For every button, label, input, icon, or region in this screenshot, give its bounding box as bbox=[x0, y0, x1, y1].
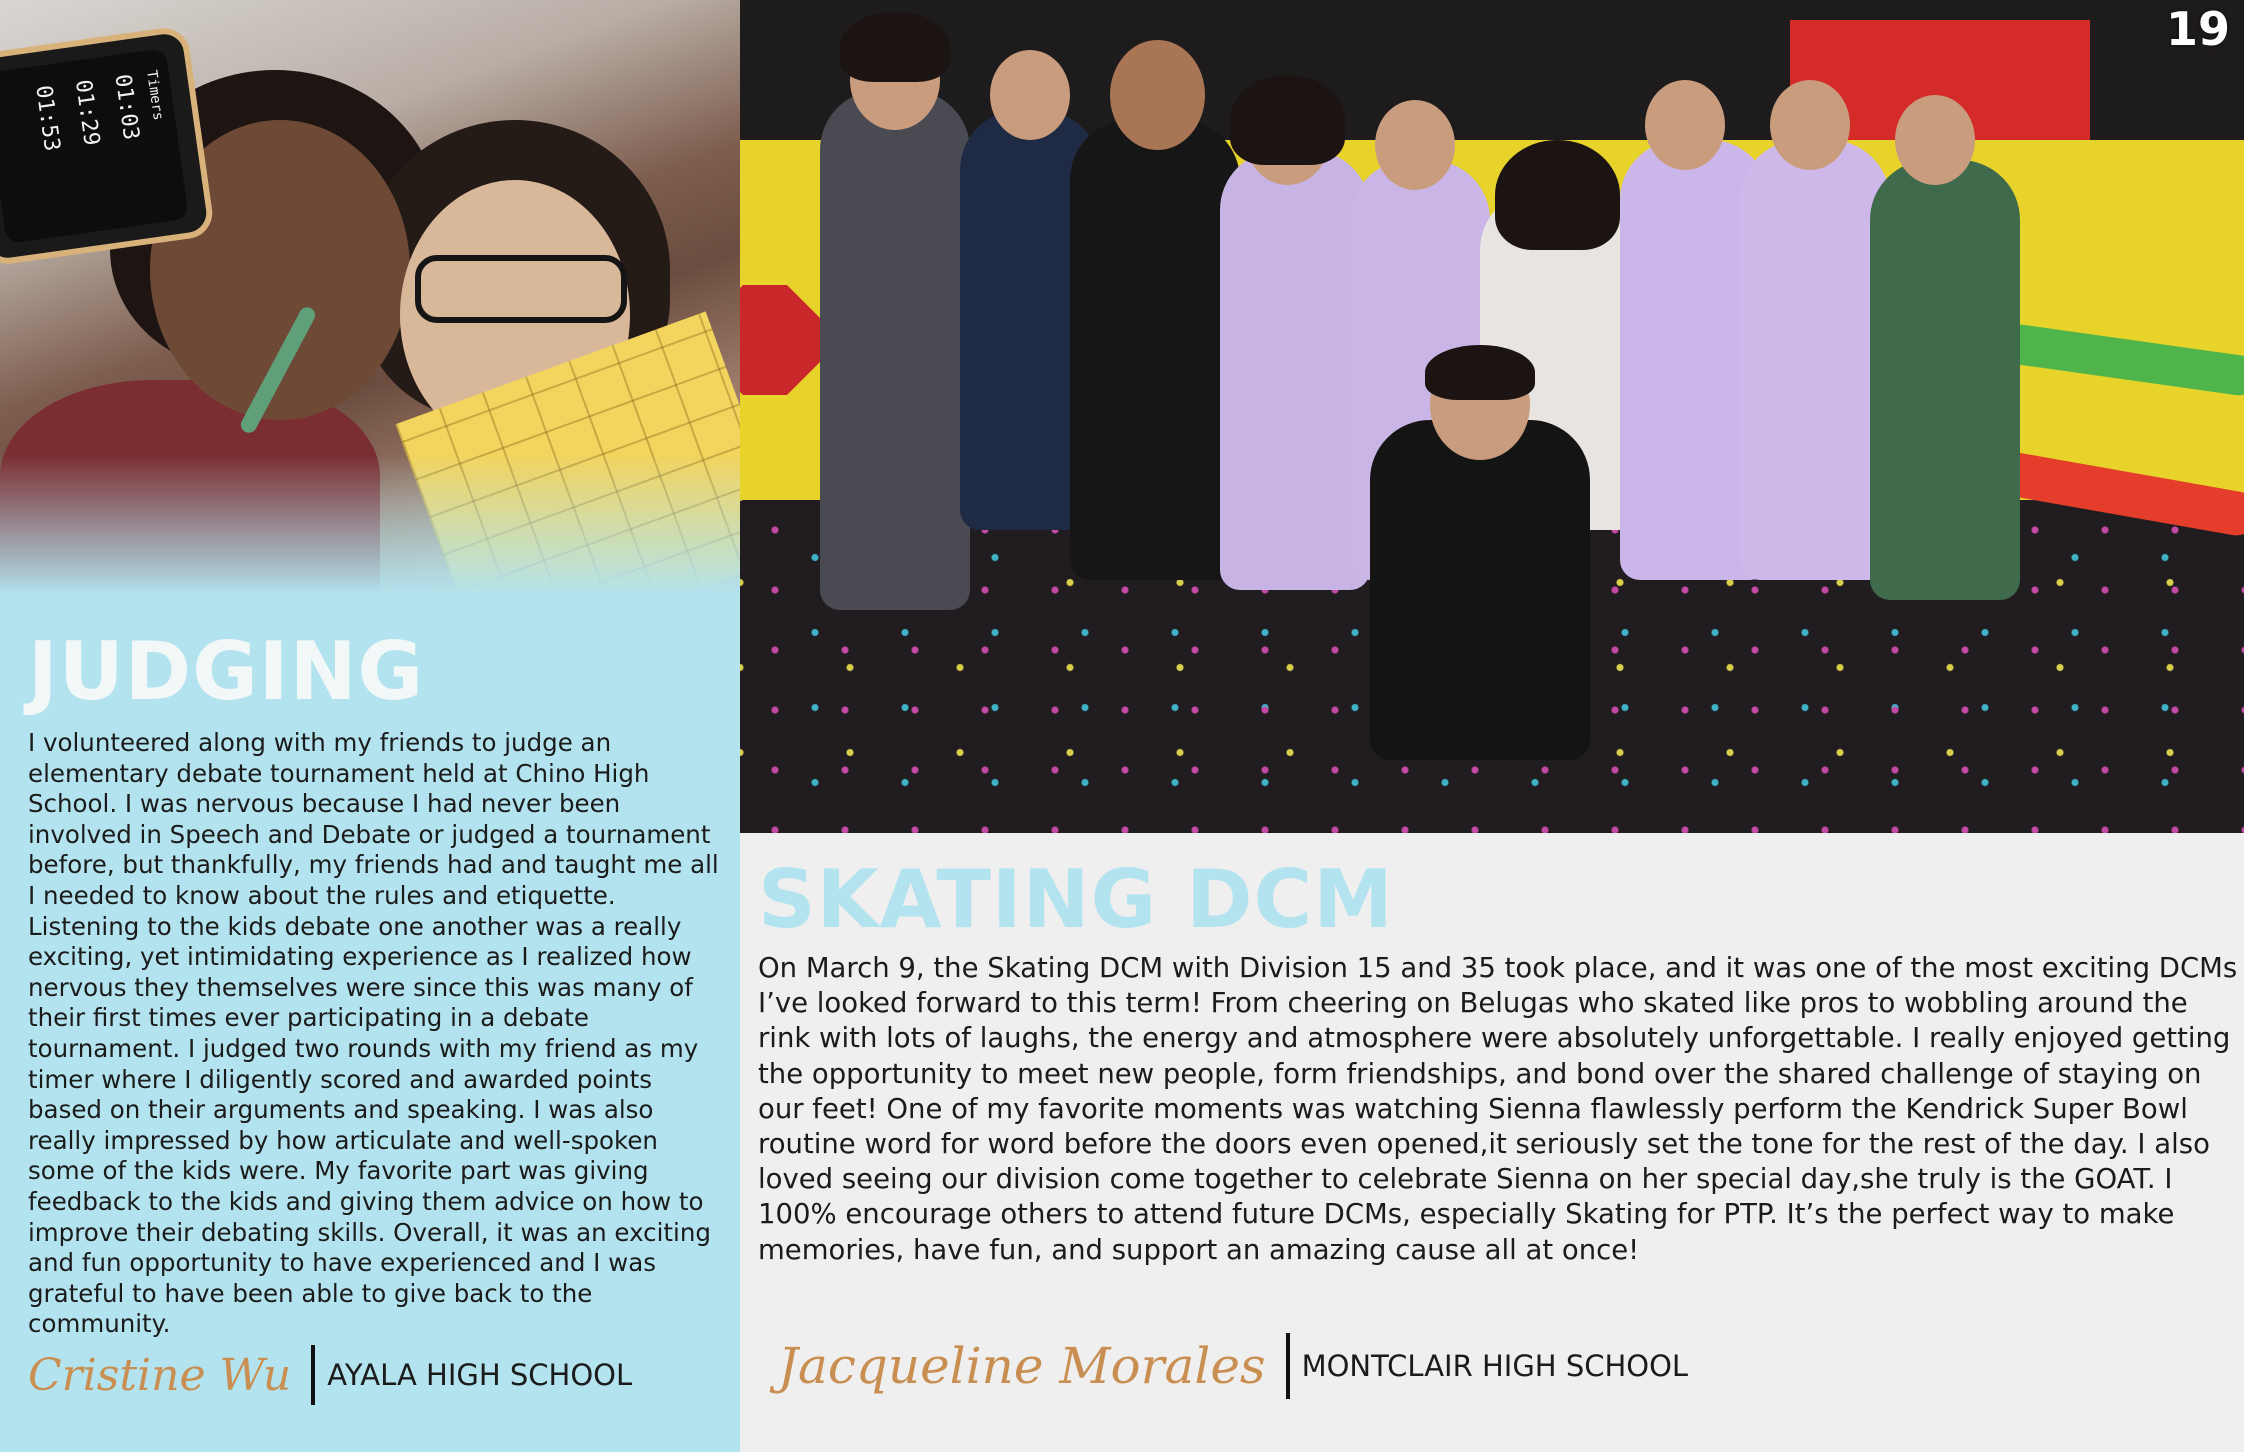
judging-selfie-photo bbox=[0, 0, 740, 595]
maroon-shirt bbox=[0, 380, 380, 595]
skating-group-photo bbox=[740, 0, 2244, 833]
author-school: MONTCLAIR HIGH SCHOOL bbox=[1301, 1349, 1689, 1383]
timer-value: 01:53 bbox=[30, 83, 65, 153]
phone-timer bbox=[0, 25, 216, 267]
phone-screen bbox=[0, 48, 189, 244]
skating-author-line bbox=[778, 1333, 1688, 1399]
group-member bbox=[1070, 120, 1240, 580]
group-member bbox=[820, 90, 970, 610]
kneeling-skater bbox=[1370, 420, 1590, 760]
group-member-head bbox=[1645, 80, 1725, 170]
group-member-head bbox=[1375, 100, 1455, 190]
author-signature: Jacqueline Morales bbox=[778, 1337, 1266, 1395]
vertical-divider bbox=[1286, 1333, 1290, 1399]
group-member-head bbox=[1110, 40, 1205, 150]
group-member-hair bbox=[1230, 75, 1345, 165]
author-school: AYALA HIGH SCHOOL bbox=[327, 1358, 633, 1392]
group-member-head bbox=[1895, 95, 1975, 185]
judging-column bbox=[0, 0, 740, 1452]
group-member bbox=[1870, 160, 2020, 600]
group-member-hair bbox=[1495, 140, 1620, 250]
vertical-divider bbox=[311, 1345, 315, 1405]
group-member bbox=[1220, 150, 1370, 590]
group-member-head bbox=[1770, 80, 1850, 170]
judging-title: JUDGING bbox=[28, 625, 425, 718]
page-number: 19 bbox=[2165, 2, 2230, 56]
timer-value: 01:29 bbox=[69, 78, 104, 148]
judging-author-line bbox=[28, 1345, 632, 1405]
group-member bbox=[1740, 140, 1890, 580]
judging-body-text: I volunteered along with my friends to judge an elementary debate tournament held at Chino High School. I was nervous because I had never been involved in Speech and Debate or judged a tournament before, but thankfully, my friends had and taught me all I needed to know about the rules and etiquette. Listening to the kids debate one another was a really exciting, yet intimidating experience as I realized how nervous they themselves were since this was many of their first times ever participating in a debate tournament. I judged two rounds with my friend as my timer where I diligently scored and awarded points based on their arguments and speaking. I was also really impressed by how articulate and well-spoken some of the kids were. My favorite part was giving feedback to the kids and giving them advice on how to improve their debating skills. Overall, it was an exciting and fun opportunity to have experienced and I was grateful to have been able to give back to the community. bbox=[28, 728, 719, 1339]
skating-body-text: On March 9, the Skating DCM with Division 15 and 35 took place, and it was one of the most exciting DCMs I’ve looked forward to this term! From cheering on Belugas who skated like pros to wobbling around the rink with lots of laughs, the energy and atmosphere were absolutely unforgettable. I really enjoyed getting the opportunity to meet new people, form friendships, and bond over the shared challenge of staying on our feet! One of my favorite moments was watching Sienna flawlessly perform the Kendrick Super Bowl routine word for word before the doors even opened,it seriously set the tone for the rest of the day. I also loved seeing our division come together to celebrate Sienna on her special day,she truly is the GOAT. I 100% encourage others to attend future DCMs, especially Skating for PTP. It’s the perfect way to make memories, have fun, and support an amazing cause all at once! bbox=[758, 952, 2238, 1266]
group-member-hair bbox=[840, 12, 950, 82]
kneeling-skater-hair bbox=[1425, 345, 1535, 400]
timer-value: 01:03 bbox=[109, 72, 144, 142]
timers-header: Timers bbox=[143, 69, 167, 122]
glasses bbox=[415, 255, 627, 323]
skating-title: SKATING DCM bbox=[758, 853, 1394, 946]
author-signature: Cristine Wu bbox=[28, 1349, 292, 1401]
group-member-head bbox=[990, 50, 1070, 140]
